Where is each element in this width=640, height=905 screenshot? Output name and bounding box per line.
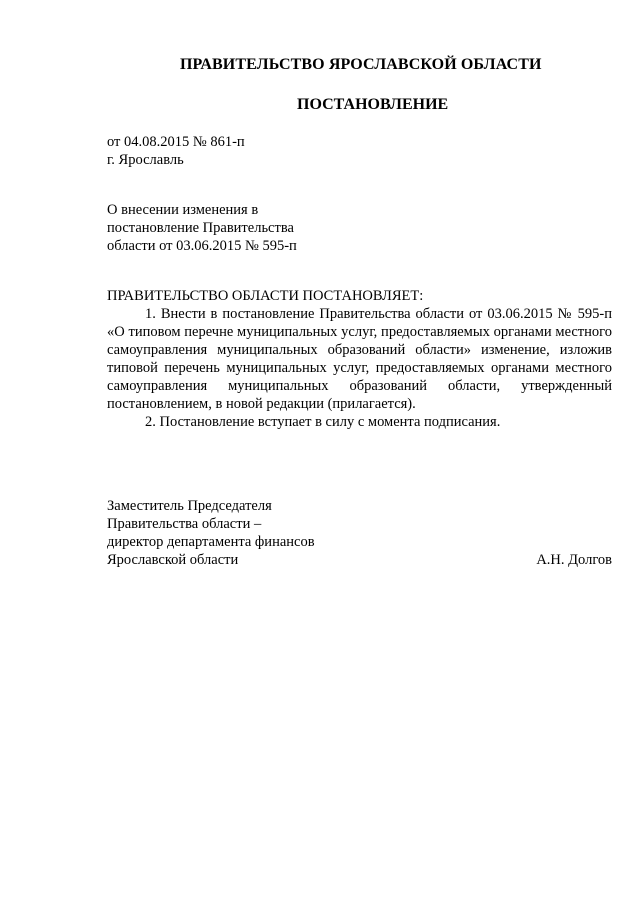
signatory-title-line: Правительства области – <box>107 516 262 532</box>
signature-block <box>107 497 612 569</box>
document-subject <box>107 201 327 255</box>
signatory-title-line: директор департамента финансов <box>107 534 315 550</box>
body-item-2: 2. Постановление вступает в силу с момента подписания. <box>145 414 501 430</box>
document-meta <box>107 133 245 169</box>
signatory-title-line: Заместитель Председателя <box>107 498 272 514</box>
subject-line: постановление Правительства <box>107 220 294 236</box>
body-item-1: 1. Внести в постановление Правительства области от 03.06.2015 № 595-п «О типовом перечне муниципальных услуг, предоставляемых органами местного самоуправления муниципальных образований области» изменение, изложив типовой перечень муниципальных услуг, предоставляемых органами местного самоуправления муниципальных образований области, утвержденный постановлением, в новой редакции (прилагается). <box>107 306 612 412</box>
city: г. Ярославль <box>107 152 184 168</box>
signatory-final-line <box>107 551 612 569</box>
subject-line: О внесении изменения в <box>107 202 259 218</box>
signatory-title-line: Ярославской области <box>107 552 239 568</box>
subject-line: области от 03.06.2015 № 595-п <box>107 238 297 254</box>
preamble: ПРАВИТЕЛЬСТВО ОБЛАСТИ ПОСТАНОВЛЯЕТ: <box>107 288 424 304</box>
date-number: от 04.08.2015 № 861-п <box>107 134 245 150</box>
document-body <box>107 287 612 431</box>
signatory-name: А.Н. Долгов <box>536 552 612 568</box>
document-type-heading: ПОСТАНОВЛЕНИЕ <box>297 96 449 113</box>
organization-title: ПРАВИТЕЛЬСТВО ЯРОСЛАВСКОЙ ОБЛАСТИ <box>180 56 542 73</box>
